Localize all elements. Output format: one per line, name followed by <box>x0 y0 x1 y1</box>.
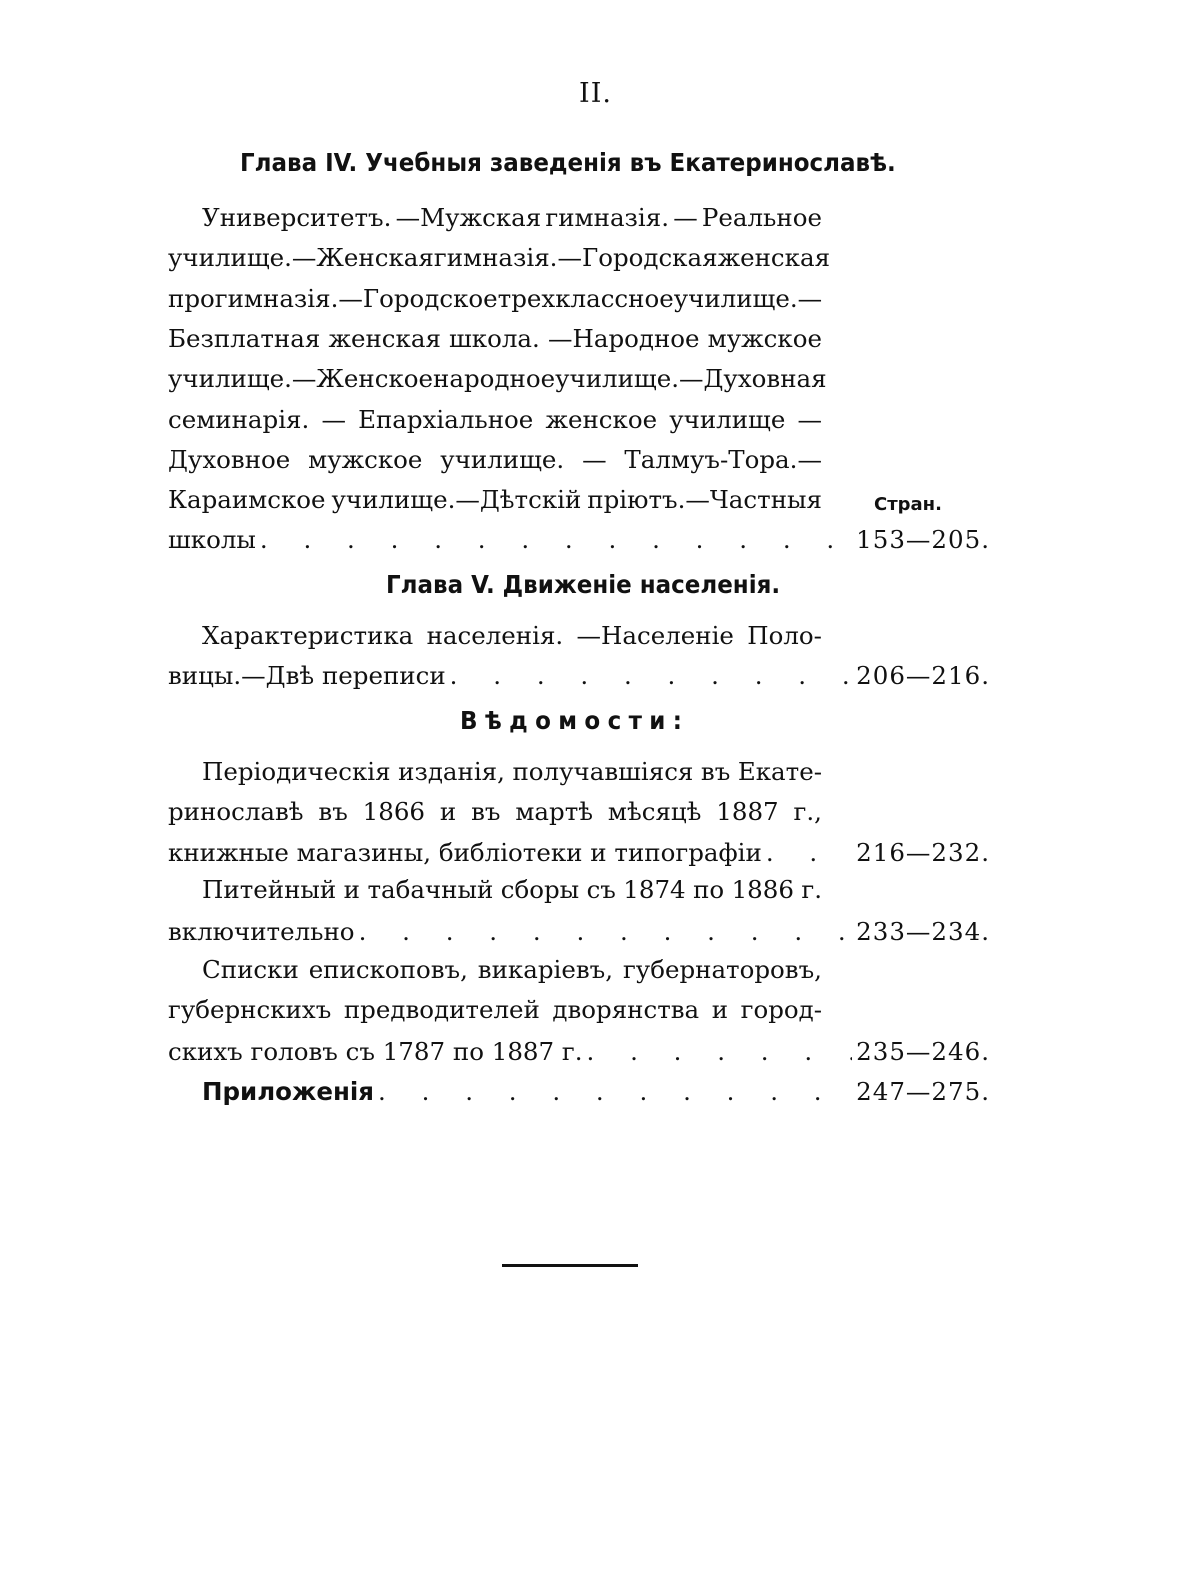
ch4-line-8: Караимское училище.—Дѣтскій пріютъ.—Частныя <box>168 485 822 514</box>
ch4-toc-entry <box>168 518 990 552</box>
ved-1-last-line: книжные магазины, библіотеки и типографіи <box>168 837 762 867</box>
ved-3-line-1: Списки епископовъ, викаріевъ, губернаторовъ, <box>202 955 822 984</box>
closing-rule <box>502 1264 638 1267</box>
ved-2-toc-entry <box>168 910 990 944</box>
dot-leader <box>378 1080 852 1105</box>
ch5-line-1: Характеристика населенія. —Населеніе Поло- <box>202 621 822 650</box>
ch4-line-4: Безплатная женская школа. —Народное мужское <box>168 324 822 353</box>
pages-column-label: Стран. <box>874 494 942 515</box>
ch5-toc-entry <box>168 654 990 688</box>
ved-3-pages: 235—246. <box>856 1036 990 1066</box>
ved-1-line-2: ринославѣ въ 1866 и въ мартѣ мѣсяцѣ 1887 г., <box>168 797 822 826</box>
ch4-line-2: училище. — Женская гимназія. —Городская женская <box>168 243 831 272</box>
ved-3-last-line: скихъ головъ съ 1787 по 1887 г. <box>168 1036 583 1066</box>
ved-3-line-2: губернскихъ предводителей дворянства и город- <box>168 995 822 1024</box>
ved-2-last-line: включительно <box>168 916 355 946</box>
ch5-pages: 206—216. <box>856 660 990 690</box>
ved-2-pages: 233—234. <box>856 916 990 946</box>
ved-1-pages: 216—232. <box>856 837 990 867</box>
ch4-line-1: Университетъ. —Мужская гимназія. — Реальное <box>202 203 822 232</box>
appendix-toc-entry <box>202 1070 990 1104</box>
ch4-last-line: школы <box>168 524 256 554</box>
dot-leader <box>587 1040 853 1065</box>
appendix-pages: 247—275. <box>856 1076 990 1106</box>
ved-3-toc-entry <box>168 1030 990 1064</box>
ch4-line-6: семинарія. — Епархіальное женское училище — <box>168 405 822 434</box>
ch4-pages: 153—205. <box>856 524 990 554</box>
ch5-last-line: вицы.—Двѣ переписи <box>168 660 446 690</box>
ved-1-toc-entry <box>168 831 990 865</box>
dot-leader <box>450 664 853 689</box>
ved-1-line-1: Періодическія изданія, получавшіяся въ Екате- <box>202 757 822 786</box>
chapter-4-heading: Глава IV. Учебныя заведенія въ Екатеринославѣ. <box>240 148 896 177</box>
dot-leader <box>260 528 852 553</box>
ch4-line-5: училище.—Женское народное училище. —Духовная <box>168 364 827 393</box>
chapter-5-heading: Глава V. Движеніе населенія. <box>386 570 781 599</box>
page-number: II. <box>579 78 612 109</box>
vedomosti-heading: Вѣдомости: <box>460 706 690 735</box>
dot-leader <box>359 920 853 945</box>
appendix-label: Приложенія <box>202 1076 375 1106</box>
ch4-line-3: прогимназія.— Городское трехклассное училище.— <box>168 284 823 313</box>
ved-2-line-1: Питейный и табачный сборы съ 1874 по 1886 г. <box>202 875 822 904</box>
ch4-line-7: Духовное мужское училище. — Талмуъ-Тора.— <box>168 445 822 474</box>
dot-leader <box>766 841 852 866</box>
